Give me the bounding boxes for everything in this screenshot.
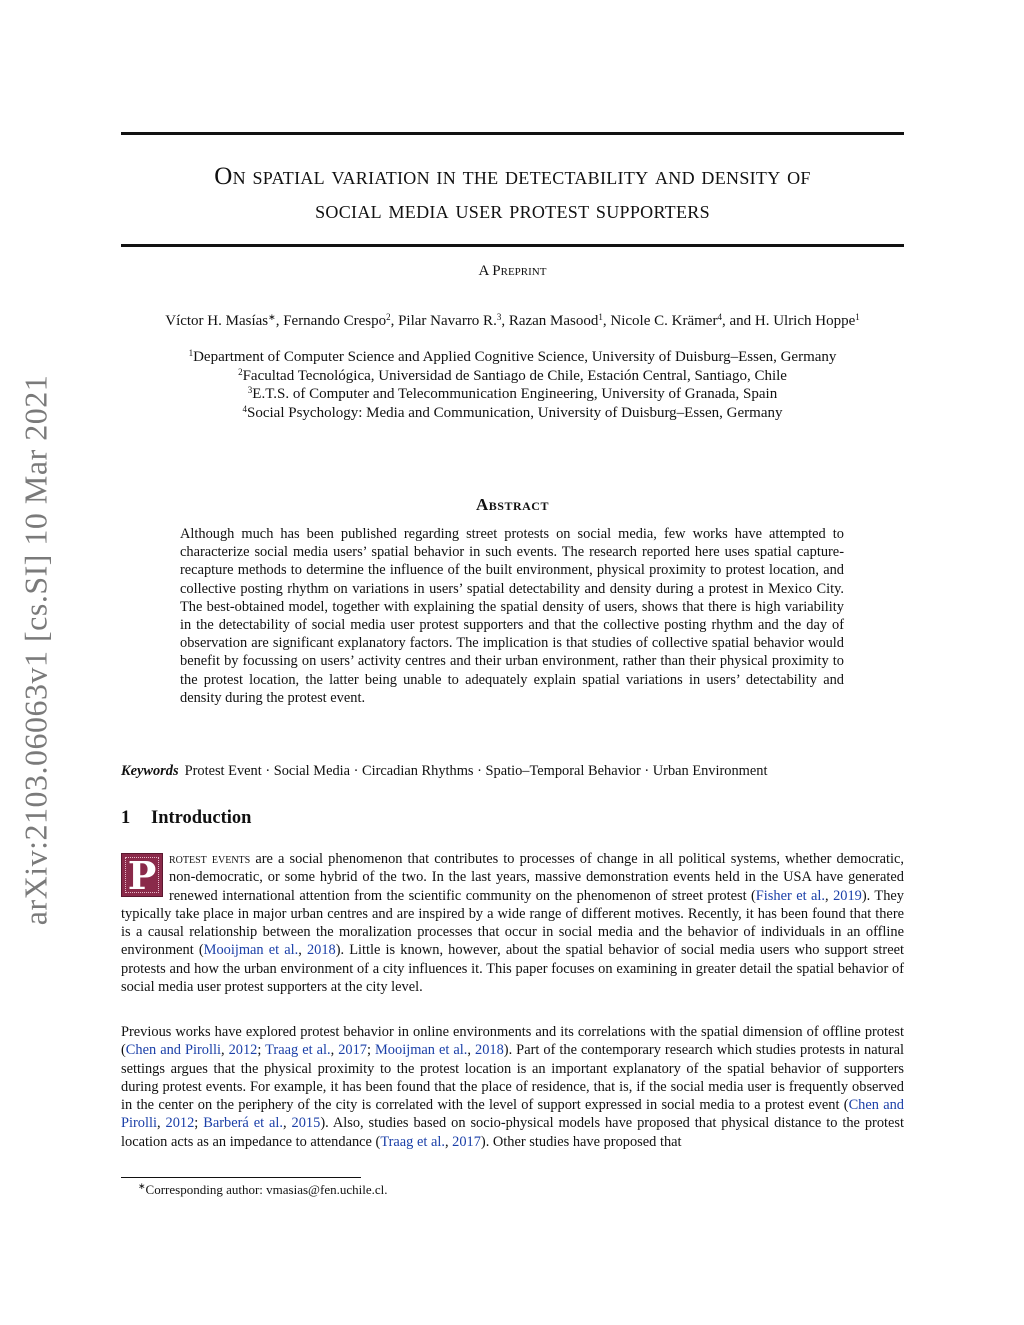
paragraph-text: are a social phenomenon that contributes to processes of change in all political systems, whether democratic, non-democratic, or some hybrid of the two. In the last years, massive demonstration events held in the USA have generated renewed international attention from the scientific community on the phenomenon of street protest ( bbox=[169, 851, 904, 904]
title-bottom-rule bbox=[121, 244, 904, 247]
affiliation-text: E.T.S. of Computer and Telecommunication Engineering, University of Granada, Spain bbox=[252, 386, 778, 402]
affiliation-text: Department of Computer Science and Applied Cognitive Science, University of Duisburg–Essen, Germany bbox=[193, 349, 837, 365]
paragraph-text: , bbox=[330, 1042, 339, 1059]
paragraph-text: , bbox=[467, 1042, 475, 1059]
arxiv-identifier: arXiv:2103.06063v1 [cs.SI] 10 Mar 2021 bbox=[17, 374, 54, 926]
paragraph-text: ; bbox=[194, 1115, 204, 1132]
keywords-text: Protest Event · Social Media · Circadian Rhythms · Spatio–Temporal Behavior · Urban Environment bbox=[184, 763, 768, 779]
author-name: Razan Masood bbox=[508, 313, 599, 329]
citation-link[interactable]: 2018 bbox=[475, 1042, 504, 1059]
preprint-label: A Preprint bbox=[478, 263, 547, 279]
affiliation-line bbox=[100, 385, 925, 404]
author-separator: , bbox=[602, 313, 611, 329]
citation-link[interactable]: Mooijman et al. bbox=[375, 1042, 468, 1059]
affiliation-text: Social Psychology: Media and Communication, University of Duisburg–Essen, Germany bbox=[247, 404, 783, 421]
paragraph-text: ; bbox=[257, 1042, 266, 1059]
citation-link[interactable]: Chen and Pirolli bbox=[121, 1097, 904, 1132]
arxiv-sidebar-stamp bbox=[14, 360, 58, 940]
author-name: H. Ulrich Hoppe bbox=[754, 313, 856, 329]
paragraph-text: , bbox=[298, 942, 307, 959]
paragraph-text: ). They typically take place in major urban centres and are inspired by a wide range of different motives. Recently, it has been found that there is a causal relationship between the moralization processes that occur in social media and the behavior of individuals in an offline environment ( bbox=[121, 887, 904, 959]
citation-link[interactable]: 2015 bbox=[291, 1115, 321, 1132]
paragraph-text: ; bbox=[367, 1042, 376, 1059]
citation-link[interactable]: Mooijman et al. bbox=[203, 942, 299, 959]
author-name: Nicole C. Krämer bbox=[610, 313, 718, 329]
paragraph-text: ). Little is known, however, about the spatial behavior of social media users who support street protests and how the urban environment of a city influences it. This paper focuses on examining in greater detail the spatial behavior of social media user protest supporters at the city level. bbox=[121, 942, 904, 996]
affiliation-line bbox=[100, 348, 925, 367]
paragraph-text: , bbox=[220, 1042, 229, 1059]
paragraph-text: , bbox=[283, 1115, 292, 1132]
citation-link[interactable]: 2012 bbox=[165, 1115, 195, 1132]
citation-link[interactable]: 2019 bbox=[833, 887, 862, 904]
affiliation-number: 2 bbox=[238, 366, 243, 377]
affiliation-number: 4 bbox=[242, 403, 247, 414]
paragraph-text: , bbox=[825, 887, 834, 904]
intro-paragraph-1 bbox=[121, 850, 904, 996]
title-line-1: On spatial variation in the detectability and density of bbox=[214, 163, 811, 190]
author-affiliation-mark: 1 bbox=[598, 312, 603, 322]
citation-link[interactable]: 2012 bbox=[228, 1042, 258, 1059]
author-separator: , bbox=[501, 313, 509, 329]
paragraph-text: ). Part of the contemporary research which studies protests in natural settings argues that the physical proximity to the protest location is an important explanatory of the spatial behavior of supporters during protest events. For example, it has been found that the place of residence, that is, if the social media user is frequently observed in the center on the periphery of the city is correlated with the level of support expressed in social media to a protest event ( bbox=[121, 1042, 904, 1114]
footnote-text: Corresponding author: vmasias@fen.uchile.cl. bbox=[145, 1182, 388, 1197]
citation-link[interactable]: 2018 bbox=[306, 942, 336, 959]
abstract-body: Although much has been published regarding street protests on social media, few works have attempted to characterize social media users’ spatial behavior in such events. The research reported here uses spatial capture-recapture methods to determine the influence of the built environment, physical proximity to protest location, and collective posting rhythm on variations in users’ spatial detectability and density during a protest in Mexico City. The best-obtained model, together with explaining the spatial density of users, shows that there is high variability in the detectability of social media user protest supporters and that the collective posting rhythm and the day of observation are significant explanatory factors. The implication is that studies of collective spatial behavior would benefit by focussing on users’ activity centres and their urban environment, rather than their physical proximity to the protest location, the latter being unable to adequately explain spatial variations in users’ detectability and density during the protest event. bbox=[180, 526, 844, 706]
author-affiliation-mark: 2 bbox=[386, 312, 391, 322]
intro-paragraph-2 bbox=[121, 1023, 904, 1151]
footnote-rule bbox=[121, 1177, 361, 1178]
paragraph-text: , bbox=[156, 1115, 166, 1132]
paragraph-text: ). Also, studies based on socio-physical models have proposed that physical distance to the protest location acts as an impedance to attendance ( bbox=[121, 1115, 905, 1150]
affiliation-number: 3 bbox=[247, 385, 253, 395]
abstract-heading: Abstract bbox=[476, 495, 549, 514]
dropcap-ornament bbox=[121, 853, 163, 897]
citation-link[interactable]: 2017 bbox=[452, 1133, 481, 1150]
dropcap-continuation: rotest events bbox=[169, 851, 251, 867]
citation-link[interactable]: Fisher et al. bbox=[755, 887, 826, 904]
affiliation-list bbox=[100, 348, 925, 422]
affiliation-text: Facultad Tecnológica, Universidad de Santiago de Chile, Estación Central, Santiago, Chile bbox=[242, 367, 787, 384]
author-separator: , bbox=[390, 313, 399, 329]
citation-link[interactable]: Barberá et al. bbox=[203, 1115, 283, 1132]
paragraph-text: Previous works have explored protest behavior in online environments and its correlations with the spatial dimension of offline protest ( bbox=[121, 1024, 904, 1059]
author-name: Víctor H. Masías bbox=[165, 313, 269, 329]
citation-link[interactable]: Chen and Pirolli bbox=[125, 1042, 221, 1059]
section-heading-introduction bbox=[121, 808, 251, 829]
title-line-2: social media user protest supporters bbox=[315, 197, 710, 224]
author-separator: , and bbox=[721, 313, 755, 329]
dropcap-letter: P bbox=[127, 853, 157, 898]
citation-link[interactable]: Traag et al. bbox=[265, 1042, 331, 1059]
section-number: 1 bbox=[121, 808, 131, 828]
author-name: Pilar Navarro R. bbox=[398, 313, 497, 329]
affiliation-number: 1 bbox=[188, 348, 194, 358]
section-title: Introduction bbox=[151, 808, 252, 828]
paper-title bbox=[121, 160, 904, 228]
author-separator: , bbox=[275, 313, 284, 329]
author-affiliation-mark: ∗ bbox=[268, 312, 276, 322]
footnote-mark: ∗ bbox=[138, 1181, 146, 1191]
keywords-line bbox=[121, 763, 921, 780]
author-list bbox=[100, 313, 925, 330]
paragraph-text: ). Other studies have proposed that bbox=[480, 1133, 682, 1150]
paragraph-text: , bbox=[444, 1133, 453, 1150]
affiliation-line bbox=[100, 404, 925, 423]
footnote bbox=[138, 1182, 388, 1198]
author-affiliation-mark: 4 bbox=[717, 312, 722, 322]
author-affiliation-mark: 1 bbox=[855, 312, 860, 322]
citation-link[interactable]: Traag et al. bbox=[380, 1133, 445, 1150]
author-name: Fernando Crespo bbox=[283, 313, 387, 329]
keywords-label: Keywords bbox=[121, 763, 179, 779]
title-top-rule bbox=[121, 132, 904, 135]
author-affiliation-mark: 3 bbox=[496, 312, 502, 322]
citation-link[interactable]: 2017 bbox=[338, 1042, 367, 1059]
affiliation-line bbox=[100, 367, 925, 386]
